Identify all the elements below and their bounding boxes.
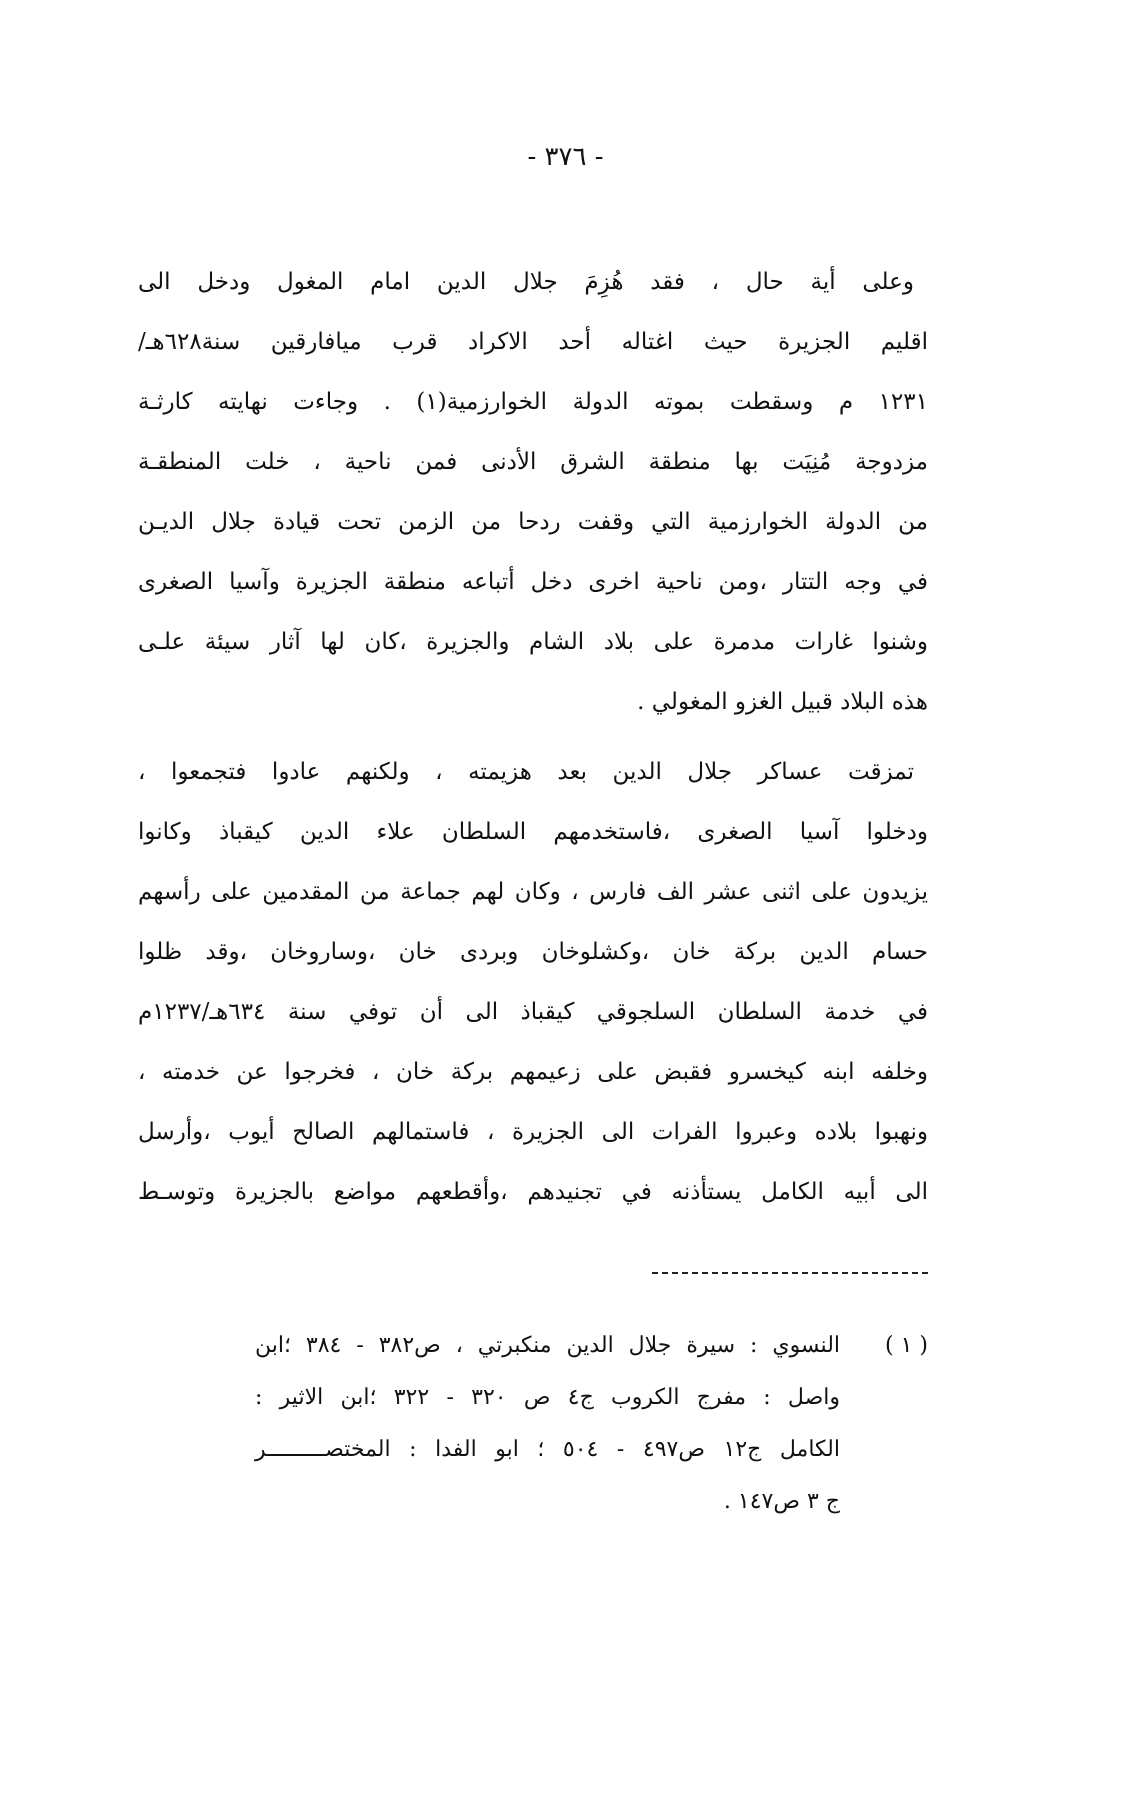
footnote-line: ج ٣ ص١٤٧ . bbox=[723, 1489, 840, 1514]
text-line: في خدمة السلطان السلجوقي كيقباذ الى أن توفي سنة ٦٣٤هـ/١٢٣٧م bbox=[138, 999, 928, 1025]
text-line: اقليم الجزيرة حيث اغتاله أحد الاكراد قرب ميافارقين سنة٦٢٨هـ/ bbox=[138, 329, 928, 355]
text-line: تمزقت عساكر جلال الدين بعد هزيمته ، ولكنهم عادوا فتجمعوا ، bbox=[138, 759, 914, 785]
page-number: - ٣٧٦ - bbox=[527, 142, 604, 172]
footnote-line: الكامل ج١٢ ص٤٩٧ - ٥٠٤ ؛ ابو الفدا : المختصـــــــــر bbox=[255, 1437, 840, 1462]
footnote-separator bbox=[652, 1272, 928, 1274]
text-line: وعلى أية حال ، فقد هُزِمَ جلال الدين امام المغول ودخل الى bbox=[138, 269, 914, 295]
text-line: حسام الدين بركة خان ،وكشلوخان وبردى خان ،وساروخان ،وقد ظلوا bbox=[138, 939, 928, 965]
text-line: وشنوا غارات مدمرة على بلاد الشام والجزيرة ،كان لها آثار سيئة علـى bbox=[138, 629, 928, 655]
footnote-1 bbox=[255, 1320, 840, 1528]
footnote-line: واصل : مفرج الكروب ج٤ ص ٣٢٠ - ٣٢٢ ؛ابن الاثير : bbox=[255, 1385, 840, 1410]
text-line: يزيدون على اثنى عشر الف فارس ، وكان لهم جماعة من المقدمين على رأسهم bbox=[138, 879, 928, 905]
text-line: ١٢٣١ م وسقطت بموته الدولة الخوارزمية(١) . وجاءت نهايته كارثـة bbox=[138, 389, 928, 415]
text-line: ودخلوا آسيا الصغرى ،فاستخدمهم السلطان علاء الدين كيقباذ وكانوا bbox=[138, 819, 928, 845]
text-line: من الدولة الخوارزمية التي وقفت ردحا من الزمن تحت قيادة جلال الديـن bbox=[138, 509, 928, 535]
text-line: وخلفه ابنه كيخسرو فقبض على زعيمهم بركة خان ، فخرجوا عن خدمته ، bbox=[138, 1059, 928, 1085]
paragraph-2 bbox=[138, 742, 928, 1222]
footnote-line: النسوي : سيرة جلال الدين منكبرتي ، ص٣٨٢ - ٣٨٤ ؛ابن bbox=[255, 1333, 841, 1358]
text-line: هذه البلاد قبيل الغزو المغولي . bbox=[637, 689, 928, 715]
text-line: مزدوجة مُنِيَت بها منطقة الشرق الأدنى فمن ناحية ، خلت المنطقـة bbox=[138, 449, 928, 475]
text-line: في وجه التتار ،ومن ناحية اخرى دخل أتباعه منطقة الجزيرة وآسيا الصغرى bbox=[138, 569, 928, 595]
paragraph-1 bbox=[138, 252, 928, 732]
footnote-marker: ( ١ ) bbox=[885, 1333, 928, 1358]
text-line: الى أبيه الكامل يستأذنه في تجنيدهم ،وأقطعهم مواضع بالجزيرة وتوسـط bbox=[138, 1179, 928, 1205]
text-line: ونهبوا بلاده وعبروا الفرات الى الجزيرة ، فاستمالهم الصالح أيوب ،وأرسل bbox=[138, 1119, 928, 1145]
